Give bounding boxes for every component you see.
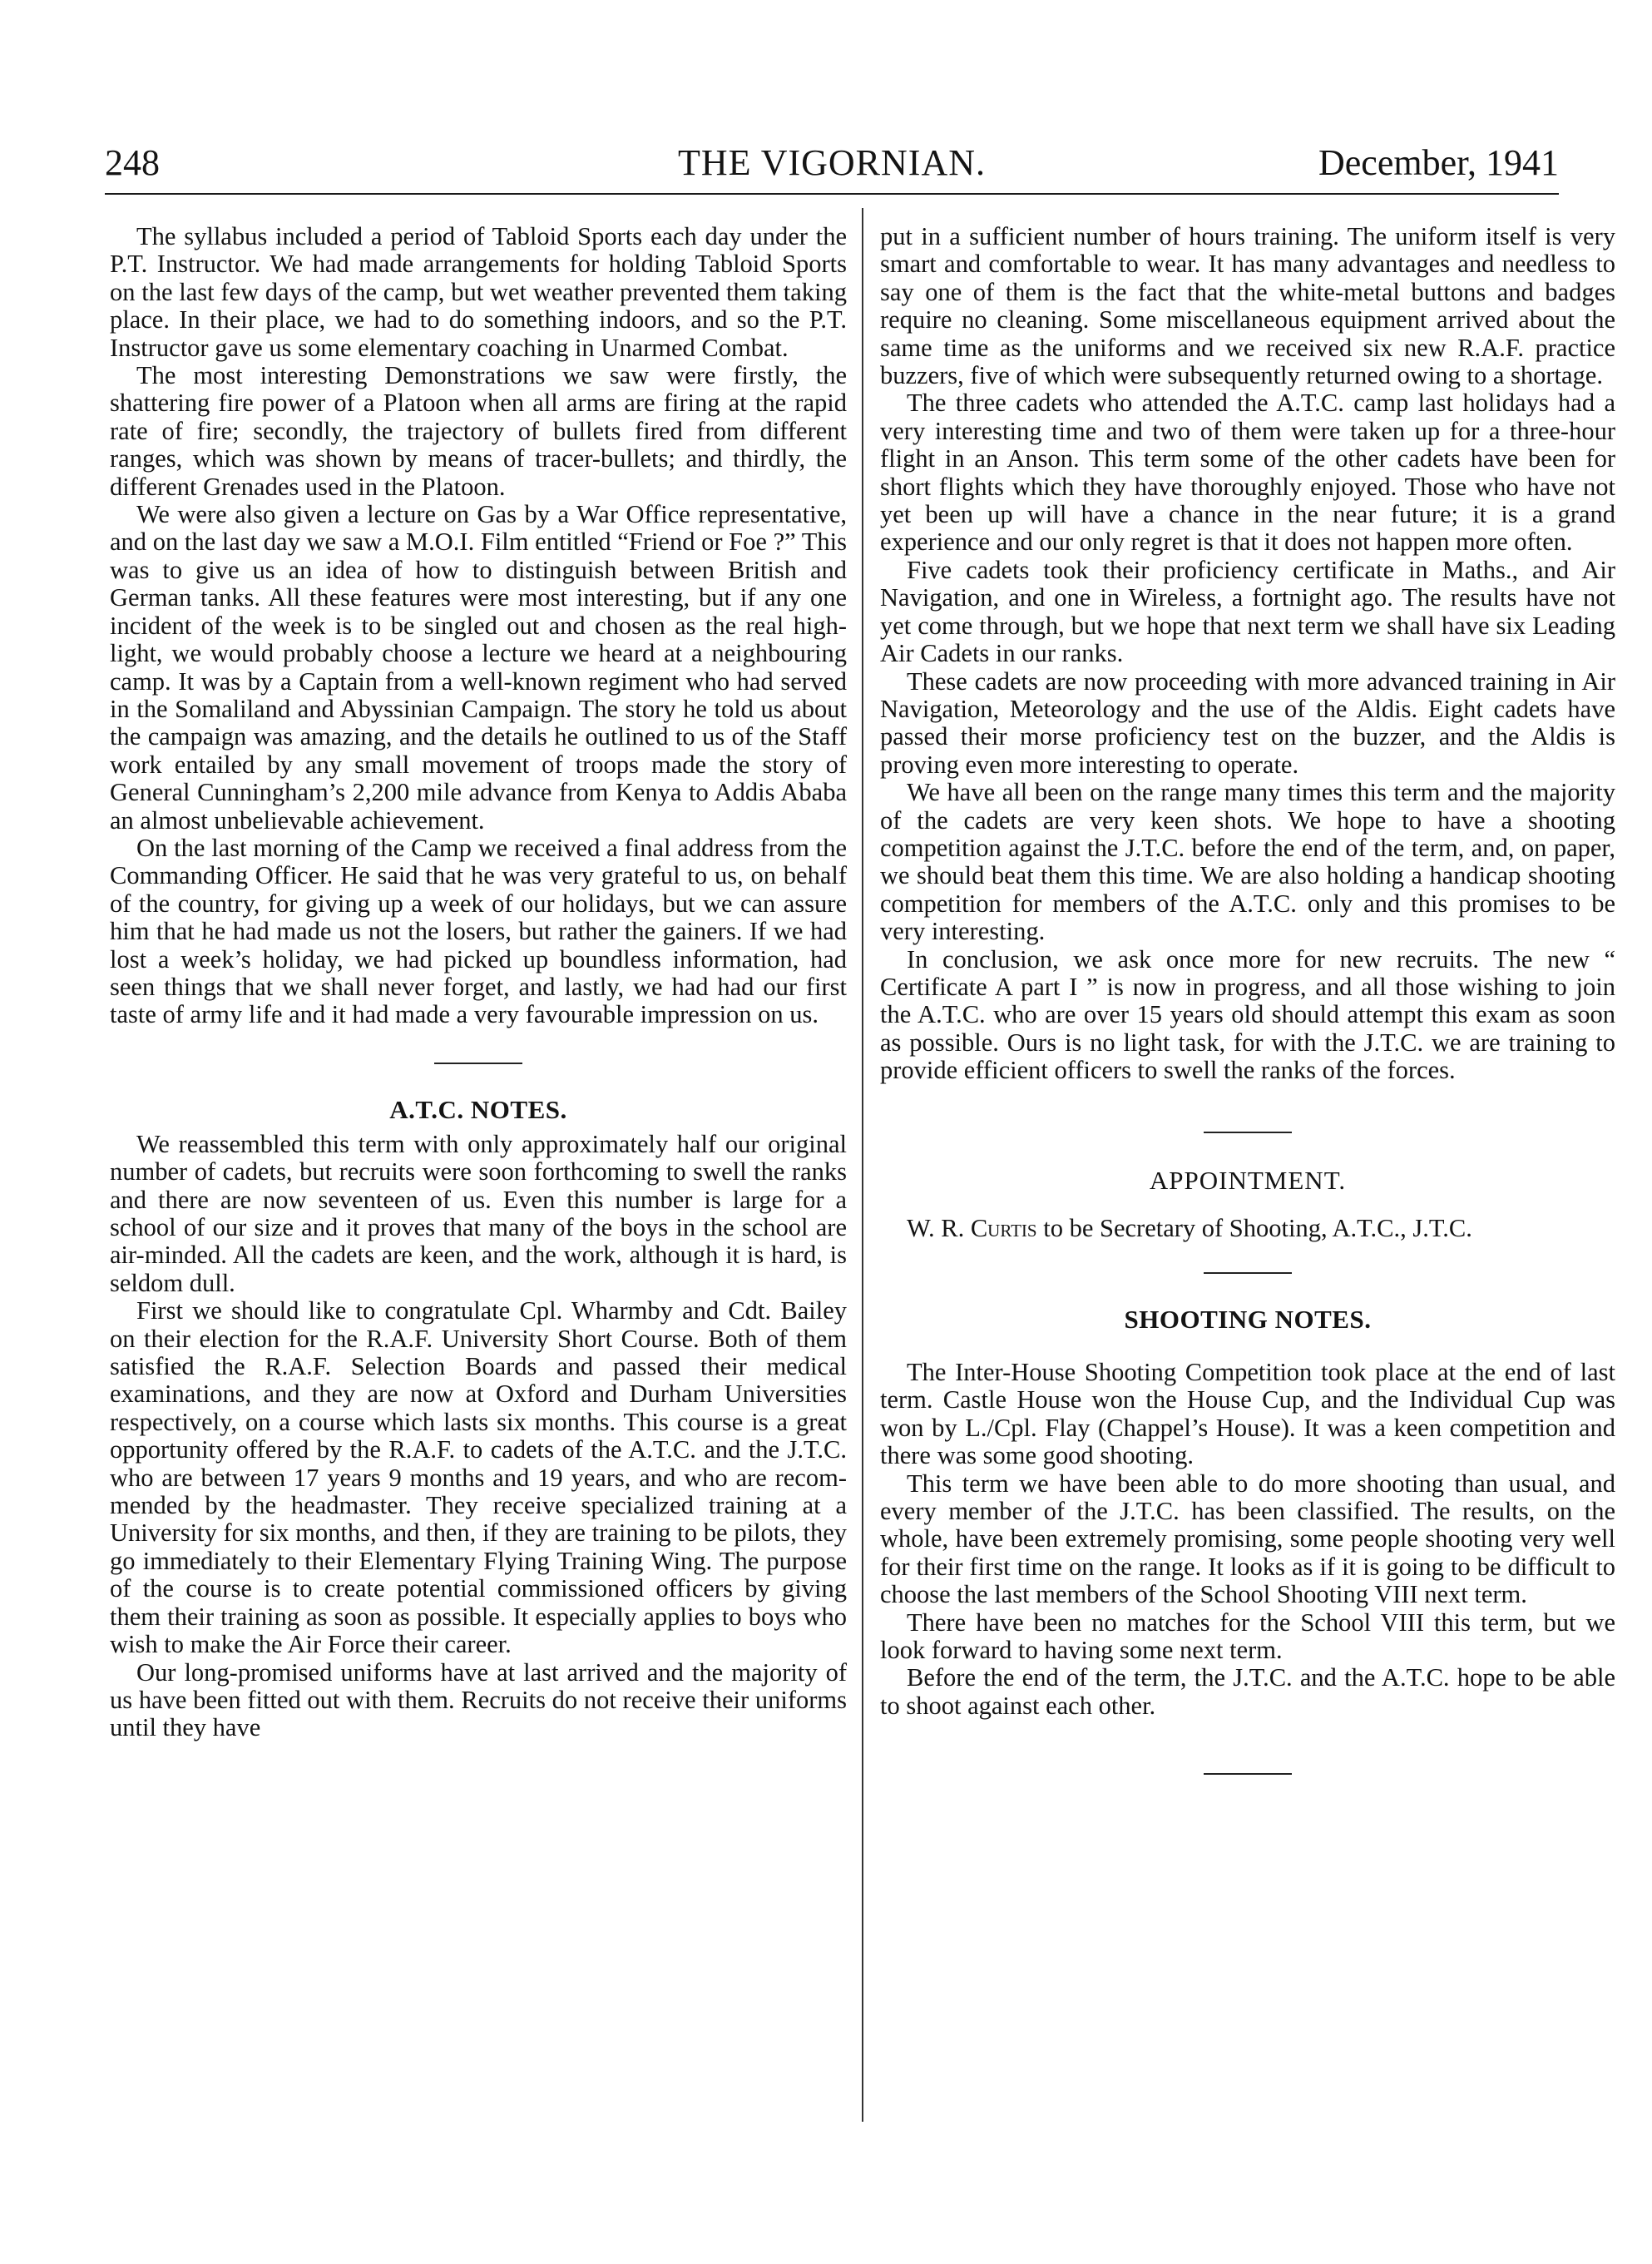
- column-divider: [862, 208, 863, 2122]
- paragraph: The Inter-House Shooting Competition took place at the end of last term. Castle House won the House Cup, and the Individual Cup was won by L./Cpl. Flay (Chappel’s House). It was a keen competition and there was some good shooting.: [880, 1358, 1615, 1470]
- paragraph: Before the end of the term, the J.T.C. and the A.T.C. hope to be able to shoot against each other.: [880, 1663, 1615, 1720]
- paragraph: These cadets are now proceeding with more advanced training in Air Navigation, Meteorology and the use of the Aldis. Eight cadets have passed their morse proficiency test on the buzzer, and the Aldis is proving even more interesting to operate.: [880, 666, 1615, 779]
- right-column: [880, 223, 1615, 1775]
- paragraph: First we should like to congratulate Cpl. Wharmby and Cdt. Bailey on their election for the R.A.F. University Short Course. Both of them satisfied the R.A.F. Selection Boards and passed their medical examinations, and they are now at Oxford and Durham Universities respectively, on a course which lasts six months. This course is a great opportunity offered by the R.A.F. to cadets of the A.T.C. and the J.T.C. who are between 17 years 9 months and 19 years, and who are recommended by the headmaster. They receive specialized training at a University for six months, and then, if they are training to be pilots, they go immediately to their Elementary Flying Training Wing. The purpose of the course is to create potential commissioned officers by giving them their training as soon as possible. It especially applies to boys who wish to make the Air Force their career.: [110, 1296, 847, 1659]
- paragraph: We have all been on the range many times this term and the majority of the cadets are very keen shots. We hope to have a shooting competition against the J.T.C. before the end of the term, and, on paper, we should beat them this time. We are also holding a handicap shooting competition for members of the A.T.C. only and this promises to be very interesting.: [880, 778, 1615, 946]
- left-column: [110, 223, 847, 1742]
- page-number: 248: [105, 142, 160, 183]
- appointment-heading: APPOINTMENT.: [1149, 1165, 1347, 1195]
- paragraph: The three cadets who attended the A.T.C. camp last holidays had a very interesting time and two of them were taken up for a three-hour flight in an Anson. This term some of the other cadets have been for short flights which they have thoroughly enjoyed. Those who have not yet been up will have a chance in the near future; it is a grand experience and our only regret is that it does not happen more often.: [880, 389, 1615, 557]
- publication-title: THE VIGORNIAN.: [677, 142, 987, 183]
- paragraph: The most interesting Demonstrations we saw were firstly, the shattering fire power of a Platoon when all arms are firing at the rapid rate of fire; secondly, the trajectory of bullets fired from different ranges, which was shown by means of tracer-bullets; and thirdly, the different Grenades used in the Platoon.: [110, 361, 847, 501]
- appointee-initials: W. R.: [907, 1213, 965, 1242]
- paragraph: This term we have been able to do more shooting than usual, and every member of the J.T.C. has been classified. The results, on the whole, have been extremely promising, some people shooting very well for their first time on the range. It looks as if it is going to be difficult to choose the last members of the School Shooting VIII next term.: [880, 1469, 1615, 1609]
- paragraph: The syllabus included a period of Tabloid Sports each day under the P.T. Instructor. We had made arrangements for holding Tabloid Sports on the last few days of the camp, but wet weather prevented them taking place. In their place, we had to do something indoors, and so the P.T. Instructor gave us some elementary coaching in Unarmed Combat.: [110, 222, 847, 362]
- paragraph: Our long-promised uniforms have at last arrived and the majority of us have been fitted out with them. Recruits do not receive their uniforms until they have: [110, 1657, 847, 1742]
- paragraph: There have been no matches for the School VIII this term, but we look forward to having some next term.: [880, 1608, 1615, 1665]
- page-header: [105, 133, 1559, 195]
- appointment-text: [880, 1215, 1615, 1242]
- appointee-surname: Curtis: [970, 1213, 1037, 1242]
- section-separator: [434, 1063, 522, 1064]
- section-separator: [1204, 1132, 1292, 1133]
- issue-date: December, 1941: [1318, 142, 1559, 183]
- paragraph: put in a sufficient number of hours training. The uniform itself is very smart and comfortable to wear. It has many advantages and needless to say one of them is the fact that the white-metal buttons and badges require no cleaning. Some miscellaneous equipment arrived about the same time as the uniforms and we received six new R.A.F. practice buzzers, five of which were subsequently returned owing to a shortage.: [880, 222, 1615, 390]
- paragraph: On the last morning of the Camp we received a final address from the Commanding Officer. He said that he was very grateful to us, on behalf of the country, for giving up a week of our holidays, but we can assure him that he had made us not the losers, but rather the gainers. If we had lost a week’s holiday, we had picked up boundless information, had seen things that we shall never forget, and lastly, we had had our first taste of army life and it had made a very favourable impression on us.: [110, 833, 847, 1029]
- paragraph: We were also given a lecture on Gas by a War Office representative, and on the last day we saw a M.O.I. Film entitled “Friend or Foe ?” This was to give us an idea of how to distinguish between British and German tanks. All these features were most interesting, but if any one incident of the week is to be singled out and chosen as the real high-light, we would probably choose a lecture we heard at a neighbouring camp. It was by a Captain from a well-known regiment who had served in the Somaliland and Abyssinian Campaign. The story he told us about the campaign was amazing, and the details he outlined to us of the Staff work entailed by any small movement of troops made the story of General Cunningham’s 2,200 mile advance from Kenya to Addis Ababa an almost unbelievable achievement.: [110, 500, 847, 835]
- section-separator: [1204, 1272, 1292, 1274]
- paragraph: Five cadets took their proficiency certificate in Maths., and Air Navigation, and one in Wireless, a fortnight ago. The results have not yet come through, but we hope that next term we shall have six Leading Air Cadets in our ranks.: [880, 555, 1615, 668]
- atc-notes-heading: A.T.C. NOTES.: [389, 1094, 567, 1124]
- paragraph: In conclusion, we ask once more for new recruits. The new “ Certificate A part I ” is now in progress, and all those wishing to join the A.T.C. who are over 15 years old should attempt this exam as soon as possible. Ours is no light task, for with the J.T.C. we are training to provide efficient officers to swell the ranks of the forces.: [880, 944, 1615, 1085]
- section-separator: [1204, 1773, 1292, 1775]
- shooting-notes-heading: SHOOTING NOTES.: [1124, 1305, 1372, 1334]
- paragraph: We reassembled this term with only approximately half our original number of cadets, but recruits were soon forthcoming to swell the ranks and there are now seventeen of us. Even this number is large for a school of our size and it proves that many of the boys in the school are air-minded. All the cadets are keen, and the work, although it is hard, is seldom dull.: [110, 1129, 847, 1297]
- appointment-detail: to be Secretary of Shooting, A.T.C., J.T.C.: [1043, 1213, 1472, 1242]
